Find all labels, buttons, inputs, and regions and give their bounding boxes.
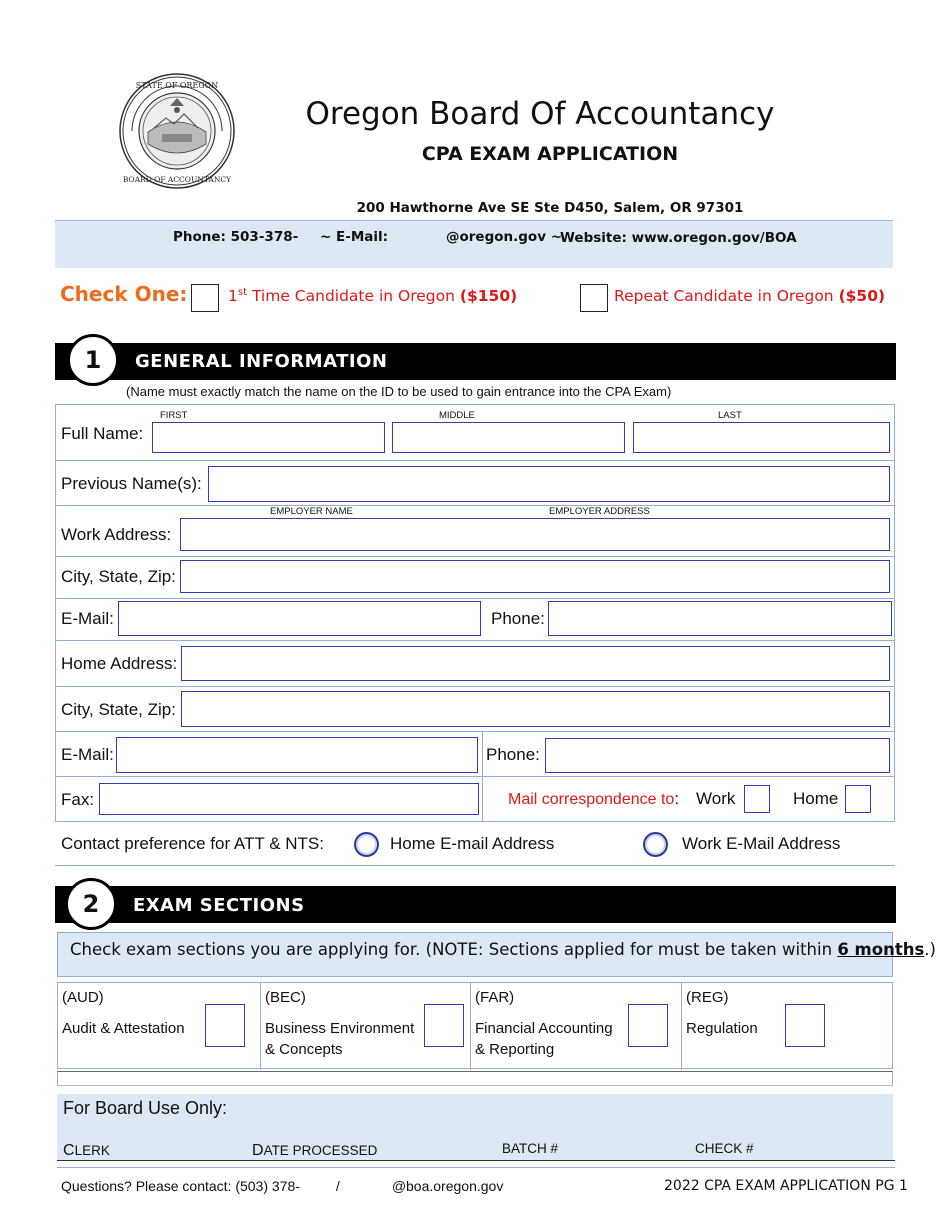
- board-name: Oregon Board Of Accountancy: [305, 96, 775, 132]
- home-phone-label: Phone:: [486, 745, 540, 764]
- full-name-label: Full Name:: [61, 424, 144, 443]
- exam-section-reg: (REG) Regulation: [682, 983, 894, 1070]
- date-processed-label: DATE PROCESSED: [252, 1142, 378, 1159]
- clerk-label: CLERK: [63, 1142, 110, 1159]
- work-email-radio[interactable]: [643, 832, 668, 857]
- contact-preference-label: Contact preference for ATT & NTS:: [61, 834, 324, 853]
- oregon-seal-logo: [118, 72, 236, 190]
- repeat-option: Repeat Candidate in Oregon ($50): [614, 287, 886, 305]
- aud-checkbox[interactable]: [205, 1004, 245, 1047]
- first-time-option: 1st Time Candidate in Oregon ($150): [228, 287, 518, 306]
- check-number-label: CHECK #: [695, 1141, 754, 1156]
- previous-names-label: Previous Name(s):: [61, 474, 202, 493]
- home-city-state-zip-input[interactable]: [181, 691, 890, 727]
- home-email-option-label: Home E-mail Address: [390, 834, 555, 853]
- first-name-input[interactable]: [152, 422, 385, 453]
- form-title: CPA EXAM APPLICATION: [421, 143, 679, 165]
- mail-correspondence-label: Mail correspondence to:: [508, 789, 680, 808]
- last-name-caption: LAST: [718, 410, 742, 421]
- board-website: Website: www.oregon.gov/BOA: [560, 230, 797, 246]
- middle-name-input[interactable]: [392, 422, 625, 453]
- home-phone-input[interactable]: [545, 738, 890, 773]
- repeat-candidate-checkbox[interactable]: [580, 284, 608, 312]
- last-name-input[interactable]: [633, 422, 890, 453]
- employer-address-caption: EMPLOYER ADDRESS: [549, 506, 650, 517]
- mail-home-label: Home: [793, 789, 839, 808]
- work-address-label: Work Address:: [61, 525, 172, 544]
- home-email-radio[interactable]: [354, 832, 379, 857]
- middle-name-caption: MIDDLE: [439, 410, 475, 421]
- home-address-input[interactable]: [181, 646, 890, 681]
- home-email-label: E-Mail:: [61, 745, 114, 764]
- section2-title: EXAM SECTIONS: [133, 895, 305, 916]
- home-address-label: Home Address:: [61, 654, 178, 673]
- footer-page-label: 2022 CPA EXAM APPLICATION PG 1: [664, 1178, 908, 1194]
- work-email-label: E-Mail:: [61, 609, 114, 628]
- bec-checkbox[interactable]: [424, 1004, 464, 1047]
- far-checkbox[interactable]: [628, 1004, 668, 1047]
- mail-work-label: Work: [696, 789, 736, 808]
- work-email-input[interactable]: [118, 601, 481, 636]
- contact-band: [55, 220, 893, 268]
- batch-label: BATCH #: [502, 1141, 559, 1156]
- check-one-label: Check One:: [60, 282, 188, 306]
- exam-section-far: (FAR) Financial Accounting & Reporting: [471, 983, 682, 1070]
- mail-home-checkbox[interactable]: [845, 785, 871, 813]
- section1-header: [55, 343, 896, 380]
- mail-work-checkbox[interactable]: [744, 785, 770, 813]
- previous-names-input[interactable]: [208, 466, 890, 502]
- fax-input[interactable]: [99, 783, 479, 815]
- svg-text:STATE OF OREGON: STATE OF OREGON: [135, 81, 219, 90]
- reg-checkbox[interactable]: [785, 1004, 825, 1047]
- board-phone: Phone: 503-378-: [173, 229, 299, 245]
- fax-label: Fax:: [61, 790, 95, 809]
- home-email-input[interactable]: [116, 737, 478, 773]
- work-phone-input[interactable]: [548, 601, 892, 636]
- exam-sections-note: Check exam sections you are applying for. (NOTE: Sections applied for must be taken within 6 months.): [57, 932, 893, 977]
- footer-questions: Questions? Please contact: (503) 378- / @boa.oregon.gov: [61, 1178, 504, 1194]
- section2-number: 2: [65, 878, 117, 930]
- work-address-input[interactable]: [180, 518, 890, 551]
- work-city-state-zip-label: City, State, Zip:: [61, 567, 176, 586]
- board-email-label: ~ E-Mail:: [320, 229, 389, 245]
- section1-title: GENERAL INFORMATION: [135, 351, 388, 372]
- exam-sections-grid: [57, 982, 893, 1069]
- name-note: (Name must exactly match the name on the ID to be used to gain entrance into the CPA Exam): [126, 384, 672, 399]
- work-email-option-label: Work E-Mail Address: [682, 834, 841, 853]
- first-name-caption: FIRST: [160, 410, 188, 421]
- first-time-checkbox[interactable]: [191, 284, 219, 312]
- exam-section-bec: (BEC) Business Environment & Concepts: [261, 983, 471, 1070]
- work-phone-label: Phone:: [491, 609, 545, 628]
- home-city-state-zip-label: City, State, Zip:: [61, 700, 176, 719]
- svg-text:BOARD OF ACCOUNTANCY: BOARD OF ACCOUNTANCY: [122, 175, 232, 184]
- board-email-domain: @oregon.gov ~: [446, 229, 563, 245]
- section1-number: 1: [67, 334, 119, 386]
- section2-header: [55, 886, 896, 923]
- board-address: 200 Hawthorne Ave SE Ste D450, Salem, OR 97301: [356, 200, 744, 216]
- board-use-title: For Board Use Only:: [63, 1098, 228, 1118]
- spacer-row: [57, 1071, 893, 1086]
- work-city-state-zip-input[interactable]: [180, 560, 890, 593]
- employer-name-caption: EMPLOYER NAME: [270, 506, 353, 517]
- exam-section-aud: (AUD) Audit & Attestation: [58, 983, 261, 1070]
